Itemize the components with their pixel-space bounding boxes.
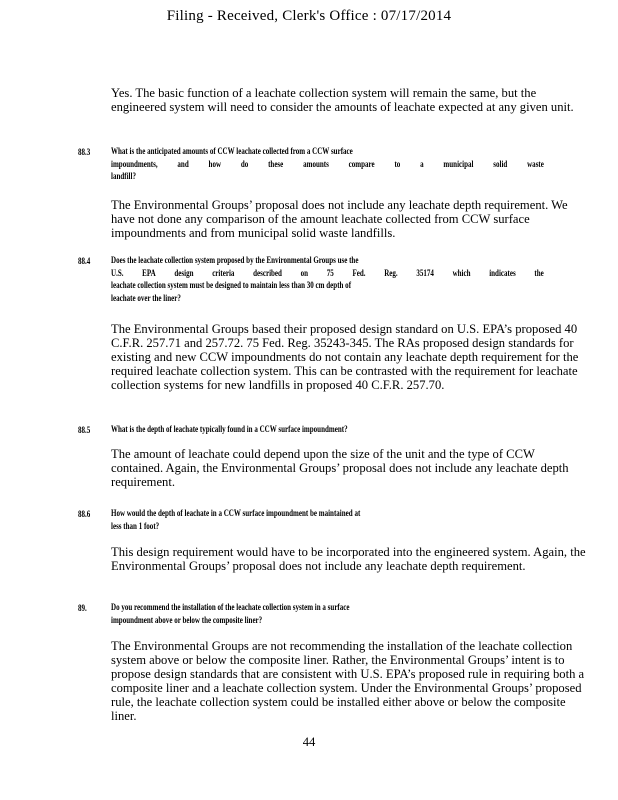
question-word: solid <box>493 158 508 169</box>
question-line: impoundment above or below the composite liner? <box>111 614 263 625</box>
question-word: Reg. <box>384 267 398 278</box>
question-number: 88.6 <box>78 509 91 519</box>
question-word: to <box>394 158 401 169</box>
question-word: how <box>208 158 222 169</box>
question-line: Does the leachate collection system proposed by the Environmental Groups use the <box>111 255 359 265</box>
question-word: and <box>177 158 189 169</box>
question-text <box>111 254 544 304</box>
answer-paragraph: This design requirement would have to be incorporated into the engineered system. Again, the Environmental Groups’ proposal does not include any leachate depth requirement. <box>111 545 586 573</box>
question-text <box>111 145 544 183</box>
question-word: EPA <box>142 267 156 278</box>
answer-paragraph: The amount of leachate could depend upon the size of the unit and the type of CCW contained. Again, the Environmental Groups’ proposal does not include any leachate depth requirement. <box>111 447 569 489</box>
question-line-justified <box>111 267 544 280</box>
answer-paragraph: The Environmental Groups based their proposed design standard on U.S. EPA’s proposed 40 C.F.R. 257.71 and 257.72. 75 Fed. Reg. 35243-345. The RAs proposed design standards for existing and new CCW impoundments do not contain any leachate depth requirement for the required leachate collection system. This can be contrasted with the requirement for leachate collection systems for new landfills in proposed 40 C.F.R. 257.70. <box>111 322 579 392</box>
question-number: 88.3 <box>78 147 91 157</box>
answer-paragraph: The Environmental Groups’ proposal does not include any leachate depth requirement. We have not done any comparison of the amount leachate collected from CCW surface impoundments and from municipal solid waste landfills. <box>111 198 568 240</box>
question-word: compare <box>348 158 375 169</box>
question-word: design <box>174 267 194 278</box>
question-word: U.S. <box>111 267 124 278</box>
question-word: 35174 <box>416 267 434 278</box>
question-line: What is the anticipated amounts of CCW leachate collected from a CCW surface <box>111 146 353 156</box>
question-word: impoundments, <box>111 158 158 169</box>
question-line: Do you recommend the installation of the leachate collection system in a surface <box>111 602 350 612</box>
filing-stamp-header: Filing - Received, Clerk's Office : 07/17/2014 <box>166 8 452 24</box>
question-line-justified <box>111 158 544 171</box>
question-number: 88.5 <box>78 425 91 435</box>
question-word: these <box>268 158 284 169</box>
question-number: 88.4 <box>78 256 91 266</box>
question-line: How would the depth of leachate in a CCW surface impoundment be maintained at <box>111 508 361 518</box>
question-line: landfill? <box>111 171 136 182</box>
question-word: the <box>534 267 544 278</box>
question-word: 75 <box>326 267 334 278</box>
question-number: 89. <box>78 603 87 613</box>
question-word: do <box>240 158 249 169</box>
question-text <box>111 601 544 626</box>
question-word: municipal <box>443 158 474 169</box>
question-line: less than 1 foot? <box>111 520 160 531</box>
question-line: What is the depth of leachate typically found in a CCW surface impoundment? <box>111 424 348 434</box>
question-word: described <box>253 267 282 278</box>
question-text <box>111 423 544 436</box>
question-word: Fed. <box>352 267 366 278</box>
page-number: 44 <box>302 735 316 749</box>
question-word: which <box>452 267 471 278</box>
question-word: amounts <box>303 158 329 169</box>
question-line: leachate collection system must be designed to maintain less than 30 cm depth of <box>111 280 352 291</box>
question-word: on <box>300 267 309 278</box>
question-word: indicates <box>489 267 516 278</box>
question-word: waste <box>527 158 544 169</box>
question-line: leachate over the liner? <box>111 292 181 303</box>
question-word: a <box>420 158 424 169</box>
answer-paragraph: The Environmental Groups are not recommending the installation of the leachate collection system above or below the composite liner. Rather, the Environmental Groups’ intent is to propose design standards that are consistent with U.S. EPA’s proposed rule in requiring both a composite liner and a leachate collection system. Under the Environmental Groups’ proposed rule, the leachate collection system could be installed either above or below the composite liner. <box>111 639 585 723</box>
question-word: criteria <box>212 267 235 278</box>
answer-paragraph: Yes. The basic function of a leachate collection system will remain the same, but the engineered system will need to consider the amounts of leachate expected at any given unit. <box>111 86 574 114</box>
question-text <box>111 507 544 532</box>
